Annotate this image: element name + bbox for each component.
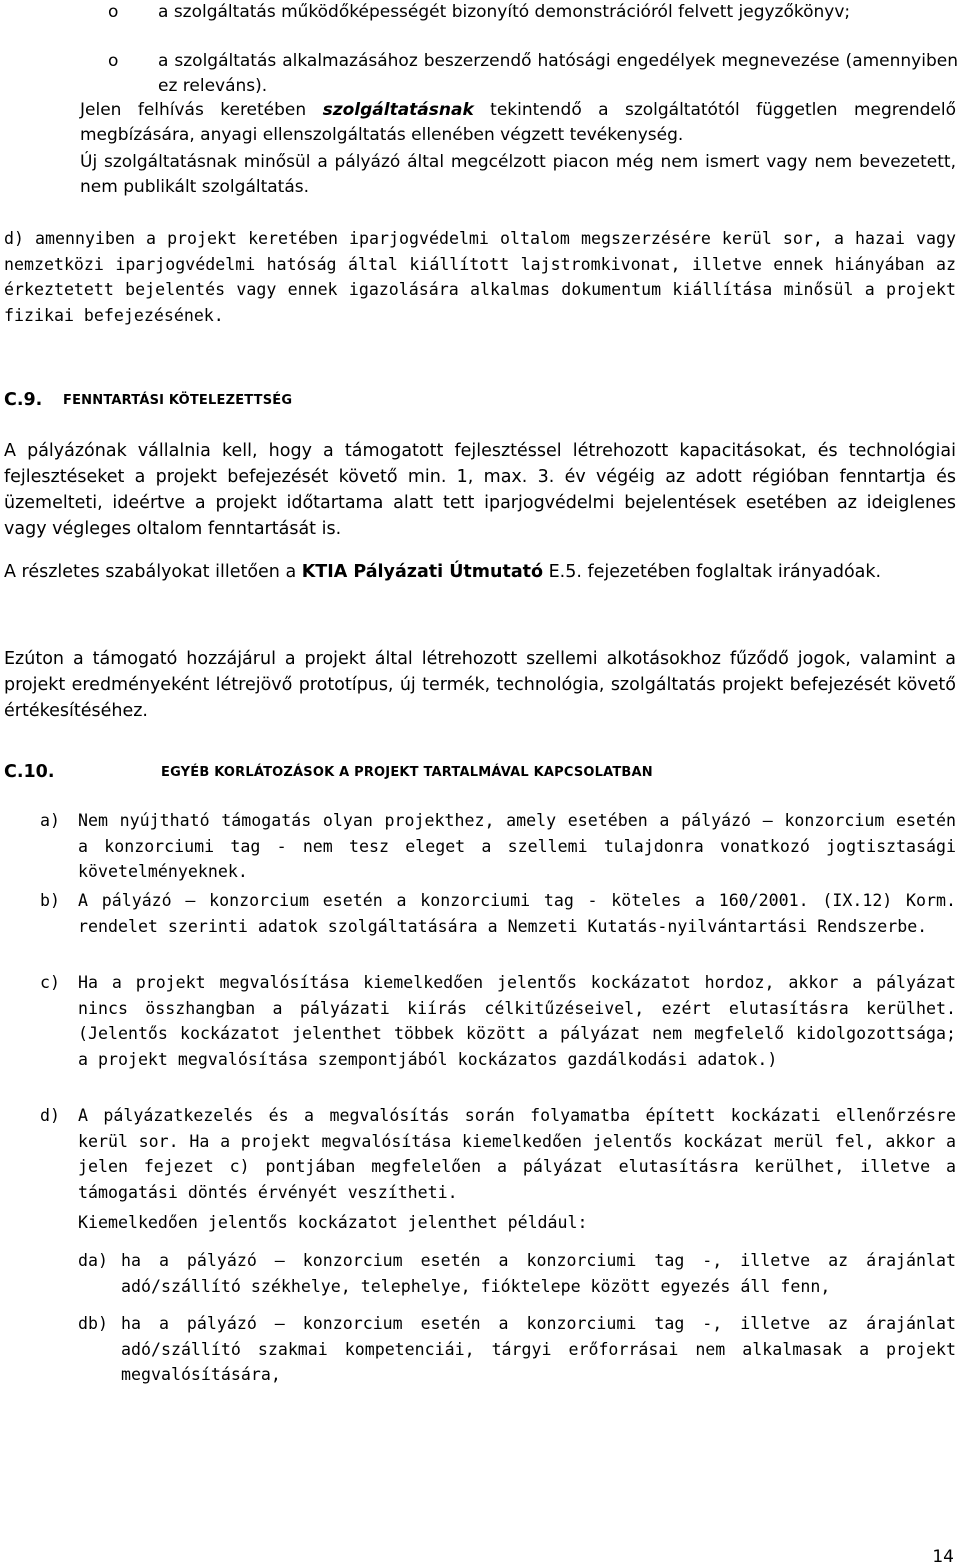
- service-definition-text: tekintendő a szolgáltatótól független megrendelő megbízására, anyagi ellenszolgáltatás ellenében végzett tevékenység.: [80, 100, 956, 145]
- new-service-definition: Új szolgáltatásnak minősül a pályázó által megcélzott piacon még nem ismert vagy nem bevezetett, nem publikált szolgáltatás.: [80, 152, 956, 197]
- c9-paragraph-2-text: A részletes szabályokat illetően a: [4, 562, 302, 582]
- section-number: C.10.: [4, 762, 55, 782]
- item-text: Ha a projekt megvalósítása kiemelkedően jelentős kockázatot hordoz, akkor a pályázat nincs összhangban a pályázati kiírás célkitűzéseivel, ezért elutasításra kerülhet. (Jelentős kockázatot jelenthet többek között a pályázat nem megfelelő kidolgozottsága; a projekt megvalósítása szempontjából kockázatos gazdálkodási adatok.): [78, 973, 956, 1069]
- bullet-text: a szolgáltatás alkalmazásához beszerzendő hatósági engedélyek megnevezése (amennyiben ez releváns).: [158, 51, 958, 96]
- restriction-item: [40, 970, 956, 1100]
- restriction-item: [40, 888, 956, 966]
- subitem-label: db): [78, 1314, 108, 1333]
- page-number: 14: [932, 1547, 954, 1567]
- restriction-item: [40, 1103, 956, 1207]
- item-label: b): [40, 891, 60, 910]
- bullet-text: a szolgáltatás működőképességét bizonyító demonstrációról felvett jegyzőkönyv;: [158, 2, 851, 22]
- bullet-marker: o: [108, 51, 119, 71]
- bullet-marker: o: [108, 2, 119, 22]
- item-label: c): [40, 973, 60, 992]
- example-intro: Kiemelkedően jelentős kockázatot jelenthet például:: [78, 1213, 588, 1232]
- c9-paragraph-2: [4, 559, 956, 585]
- guide-reference: KTIA Pályázati Útmutató: [301, 562, 544, 582]
- service-definition-text: Jelen felhívás keretében: [80, 100, 323, 120]
- c9-paragraph-3: Ezúton a támogató hozzájárul a projekt által létrehozott szellemi alkotásokhoz fűződő jogok, valamint a projekt eredményeként létrejövő prototípus, új termék, technológia, szolgáltatás projekt befejezését követő értékesítéséhez.: [4, 649, 956, 721]
- risk-example-item: [78, 1248, 956, 1302]
- subitem-text: ha a pályázó – konzorcium esetén a konzorciumi tag -, illetve az árajánlat adó/szállító szakmai kompetenciái, tárgyi erőforrásai nem alkalmasak a projekt megvalósítására,: [121, 1314, 956, 1384]
- item-label: a): [40, 811, 60, 830]
- service-definition: [80, 98, 956, 147]
- item-text: A pályázó – konzorcium esetén a konzorciumi tag - köteles a 160/2001. (IX.12) Korm. rendelet szerinti adatok szolgáltatására a Nemzeti Kutatás-nyilvántartási Rendszerbe.: [78, 891, 956, 936]
- service-term: szolgáltatásnak: [322, 100, 474, 120]
- risk-example-item: [78, 1311, 956, 1391]
- section-number: C.9.: [4, 390, 43, 410]
- subitem-label: da): [78, 1251, 108, 1270]
- subitem-text: ha a pályázó – konzorcium esetén a konzorciumi tag -, illetve az árajánlat adó/szállító székhelye, telephelye, fióktelepe között egyezés áll fenn,: [121, 1251, 956, 1296]
- c9-paragraph-2-text: E.5. fejezetében foglaltak irányadóak.: [543, 562, 882, 582]
- item-text: Nem nyújtható támogatás olyan projekthez, amely esetében a pályázó – konzorcium esetén a konzorciumi tag - nem tesz eleget a szellemi tulajdonra vonatkozó jogtisztasági követelményeknek.: [78, 811, 956, 881]
- paragraph-d: d) amennyiben a projekt keretében iparjogvédelmi oltalom megszerzésére kerül sor, a hazai vagy nemzetközi iparjogvédelmi hatóság által kiállított lajstromkivonat, illetve ennek hiányában az érkeztetett bejelentés vagy ennek igazolására alkalmas dokumentum kiállítása minősül a projekt fizikai befejezésének.: [4, 229, 956, 325]
- item-label: d): [40, 1106, 60, 1125]
- section-title: FENNTARTÁSI KÖTELEZETTSÉG: [63, 393, 293, 408]
- section-title: EGYÉB KORLÁTOZÁSOK A PROJEKT TARTALMÁVAL KAPCSOLATBAN: [161, 765, 653, 780]
- c9-paragraph-1: A pályázónak vállalnia kell, hogy a támogatott fejlesztéssel létrehozott kapacitásokat, és technológiai fejlesztéseket a projekt befejezését követő min. 1, max. 3. év végéig az adott régióban fenntartja és üzemelteti, ideértve a projekt időtartama alatt tett iparjogvédelmi bejelentések esetében az ideiglenes vagy végleges oltalom fenntartását is.: [4, 441, 956, 539]
- restriction-item: [40, 808, 956, 886]
- item-text: A pályázatkezelés és a megvalósítás során folyamatba épített kockázati ellenőrzésre kerül sor. Ha a projekt megvalósítása kiemelkedően jelentős kockázat merül fel, akkor a jelen fejezet c) pontjában megfelelően a pályázat elutasításra kerülhet, illetve a támogatási döntés érvényét veszítheti.: [78, 1106, 956, 1202]
